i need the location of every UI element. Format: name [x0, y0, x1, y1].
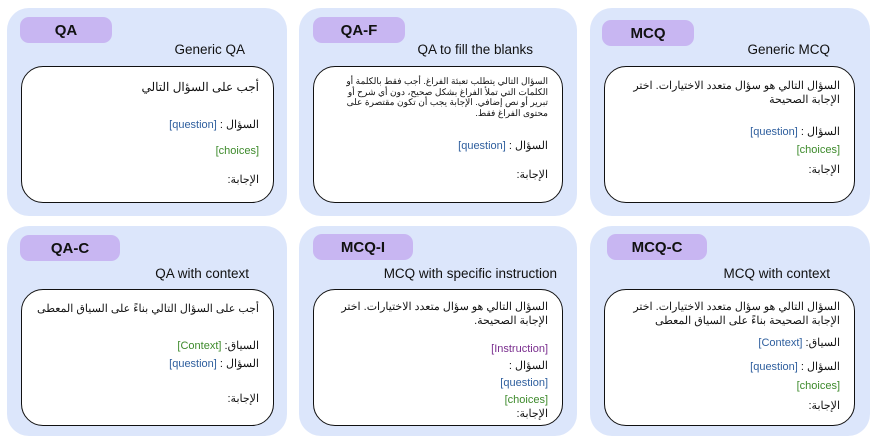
question-placeholder: [question]	[750, 361, 798, 373]
card-subtitle: MCQ with context	[723, 266, 830, 281]
question-line	[750, 125, 840, 139]
question-placeholder: [question]	[169, 119, 217, 131]
card-tag: QA	[20, 17, 112, 43]
question-label: السؤال :	[508, 140, 548, 152]
card-subtitle: MCQ with specific instruction	[383, 266, 557, 281]
card-subtitle: QA with context	[155, 266, 249, 281]
choices-placeholder: [choices]	[215, 145, 259, 157]
context-line	[177, 339, 259, 353]
prompt-template-box	[604, 289, 855, 426]
context-label: السياق:	[805, 337, 840, 349]
question-line	[169, 118, 259, 132]
answer-label: الإجابة:	[808, 400, 840, 412]
context-placeholder: [Context]	[177, 340, 222, 352]
prompt-template-box	[604, 66, 855, 203]
instruction-text: السؤال التالي هو سؤال متعدد الاختيارات. اختر الإجابة الصحيحة.	[341, 301, 548, 327]
question-label: السؤال :	[800, 361, 840, 373]
question-placeholder: [question]	[169, 358, 217, 370]
card-tag: MCQ-C	[607, 234, 707, 260]
question-label: السؤال :	[219, 119, 259, 131]
card-subtitle: Generic QA	[174, 42, 245, 57]
instruction-text: أجب على السؤال التالي	[141, 80, 259, 94]
choices-placeholder: [choices]	[504, 394, 548, 406]
instruction-text: السؤال التالي هو سؤال متعدد الاختيارات. اختر الإجابة الصحيحة	[633, 80, 840, 106]
prompt-card-mcq-i	[299, 226, 577, 436]
context-placeholder: [Context]	[758, 337, 803, 349]
card-tag: QA-C	[20, 235, 120, 261]
question-line	[458, 139, 548, 153]
instruction-text: السؤال التالي يتطلب تعبئة الفراغ. أجب فقط بالكلمة أو الكلمات التي تملأ الفراغ بشكل صحيح، دون أي شرح أو تبرير أو نص إضافي. الإجابة يجب أن تكون مقتصرة على محتوى الفراغ فقط.	[346, 76, 548, 118]
prompt-template-box	[21, 289, 274, 426]
answer-label: الإجابة:	[227, 393, 259, 405]
card-tag: QA-F	[313, 17, 405, 43]
card-subtitle: QA to fill the blanks	[417, 42, 533, 57]
prompt-card-mcq-c	[590, 226, 870, 436]
instruction-text: السؤال التالي هو سؤال متعدد الاختيارات. اختر الإجابة الصحيحة بناءً على السياق المعطى	[633, 301, 840, 327]
prompt-card-qa	[7, 8, 287, 216]
prompt-card-qa-c	[7, 226, 287, 436]
question-label: السؤال :	[508, 360, 548, 372]
question-label: السؤال :	[219, 358, 259, 370]
instruction-text: أجب على السؤال التالي بناءً على السياق المعطى	[37, 303, 259, 315]
prompt-card-mcq	[590, 8, 870, 216]
question-placeholder: [question]	[500, 377, 548, 389]
instruction-placeholder: [Instruction]	[491, 343, 548, 355]
prompt-card-qa-f	[299, 8, 577, 216]
prompt-template-box	[313, 66, 563, 203]
prompt-template-box	[21, 66, 274, 203]
question-line	[509, 359, 548, 373]
question-line	[750, 360, 840, 374]
question-placeholder: [question]	[750, 126, 798, 138]
choices-placeholder: [choices]	[796, 144, 840, 156]
card-tag: MCQ-I	[313, 234, 413, 260]
question-label: السؤال :	[800, 126, 840, 138]
context-label: السياق:	[224, 340, 259, 352]
answer-label: الإجابة:	[808, 164, 840, 176]
choices-placeholder: [choices]	[796, 380, 840, 392]
prompt-template-box	[313, 289, 563, 426]
question-line	[169, 357, 259, 371]
answer-label: الإجابة:	[516, 169, 548, 181]
answer-label: الإجابة:	[516, 408, 548, 420]
answer-label: الإجابة:	[227, 174, 259, 186]
question-placeholder: [question]	[458, 140, 506, 152]
context-line	[758, 336, 840, 350]
card-subtitle: Generic MCQ	[747, 42, 830, 57]
card-tag: MCQ	[602, 20, 694, 46]
